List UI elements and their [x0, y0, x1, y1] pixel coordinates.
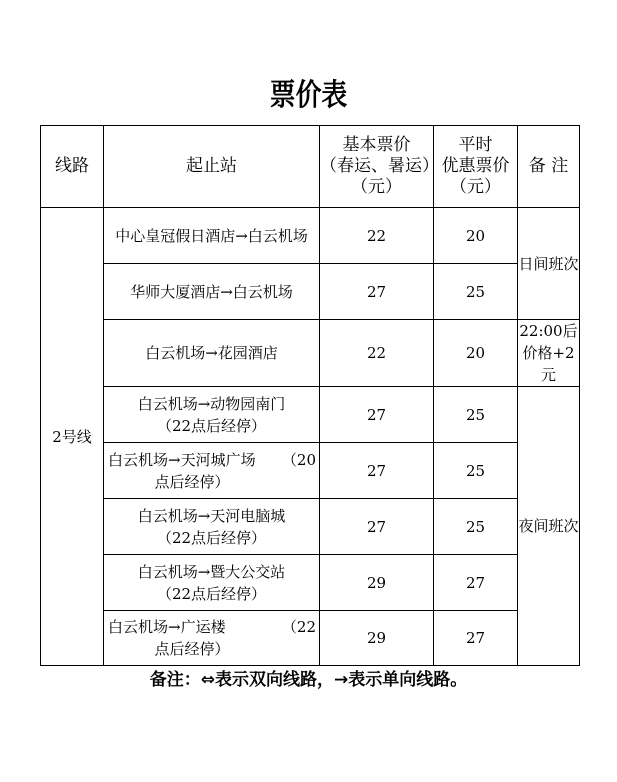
station-line1: 白云机场→动物园南门	[137, 394, 286, 413]
station-split	[104, 449, 319, 493]
station-line2: （22点后经停）	[156, 416, 267, 435]
remark-night: 夜间班次	[518, 387, 580, 666]
fare-table	[40, 125, 580, 666]
base-fare-cell: 27	[320, 499, 434, 555]
discount-fare-cell: 25	[434, 443, 518, 499]
header-discount-fare-line2: 优惠票价	[441, 156, 510, 176]
base-fare-cell: 27	[320, 264, 434, 320]
station-line2: 点后经停）	[154, 640, 230, 658]
route-name-cell: 2号线	[41, 208, 104, 666]
table-row	[41, 264, 580, 320]
station-line1: 白云机场→暨大公交站	[137, 562, 286, 581]
table-row	[41, 499, 580, 555]
header-discount-fare-line3: （元）	[450, 177, 501, 197]
station-cell: 中心皇冠假日酒店→白云机场	[104, 208, 320, 264]
header-stations: 起止站	[104, 126, 320, 208]
station-cell	[104, 387, 320, 443]
station-line1	[108, 616, 316, 638]
table-row	[41, 555, 580, 611]
station-cell: 华师大厦酒店→白云机场	[104, 264, 320, 320]
header-base-fare-line2: （春运、暑运）	[320, 156, 439, 176]
header-remarks: 备 注	[518, 126, 580, 208]
station-line1-left: 白云机场→天河城广场	[108, 450, 256, 469]
header-base-fare-line3: （元）	[351, 177, 402, 197]
station-line2: 点后经停）	[154, 472, 230, 491]
header-discount-fare-line1: 平时	[458, 135, 493, 155]
base-fare-cell: 27	[320, 443, 434, 499]
base-fare-cell: 27	[320, 387, 434, 443]
station-cell	[104, 443, 320, 499]
table-row	[41, 320, 580, 387]
discount-fare-cell: 27	[434, 555, 518, 611]
remark-after-22-line1: 22:00后	[519, 322, 578, 340]
table-row	[41, 611, 580, 666]
base-fare-cell: 29	[320, 611, 434, 666]
station-line1-left: 白云机场→广运楼	[108, 618, 226, 636]
station-line1-right: （20	[281, 450, 316, 469]
base-fare-cell: 22	[320, 208, 434, 264]
table-header-row	[41, 126, 580, 208]
base-fare-cell: 22	[320, 320, 434, 387]
remark-after-22	[518, 320, 580, 387]
station-split	[104, 616, 319, 660]
station-line1	[108, 449, 316, 471]
header-base-fare-line1: 基本票价	[342, 135, 411, 155]
discount-fare-cell: 25	[434, 264, 518, 320]
station-line2: （22点后经停）	[156, 584, 267, 603]
station-line1: 白云机场→天河电脑城	[137, 506, 286, 525]
page-title: 票价表	[269, 78, 348, 113]
header-discount-fare	[434, 126, 518, 208]
remark-day: 日间班次	[518, 208, 580, 320]
station-cell	[104, 611, 320, 666]
table-row	[41, 387, 580, 443]
station-cell	[104, 499, 320, 555]
station-cell: 白云机场→花园酒店	[104, 320, 320, 387]
header-route: 线路	[41, 126, 104, 208]
discount-fare-cell: 27	[434, 611, 518, 666]
remark-after-22-line2: 价格+2元	[522, 344, 575, 384]
station-line2: （22点后经停）	[156, 528, 267, 547]
discount-fare-cell: 20	[434, 320, 518, 387]
discount-fare-cell: 25	[434, 387, 518, 443]
station-cell	[104, 555, 320, 611]
base-fare-cell: 29	[320, 555, 434, 611]
table-row	[41, 443, 580, 499]
station-line1-right: （22	[281, 618, 316, 636]
table-row	[41, 208, 580, 264]
discount-fare-cell: 20	[434, 208, 518, 264]
header-base-fare	[320, 126, 439, 208]
discount-fare-cell: 25	[434, 499, 518, 555]
footnote: 备注：⇔表示双向线路，→表示单向线路。	[149, 670, 468, 690]
